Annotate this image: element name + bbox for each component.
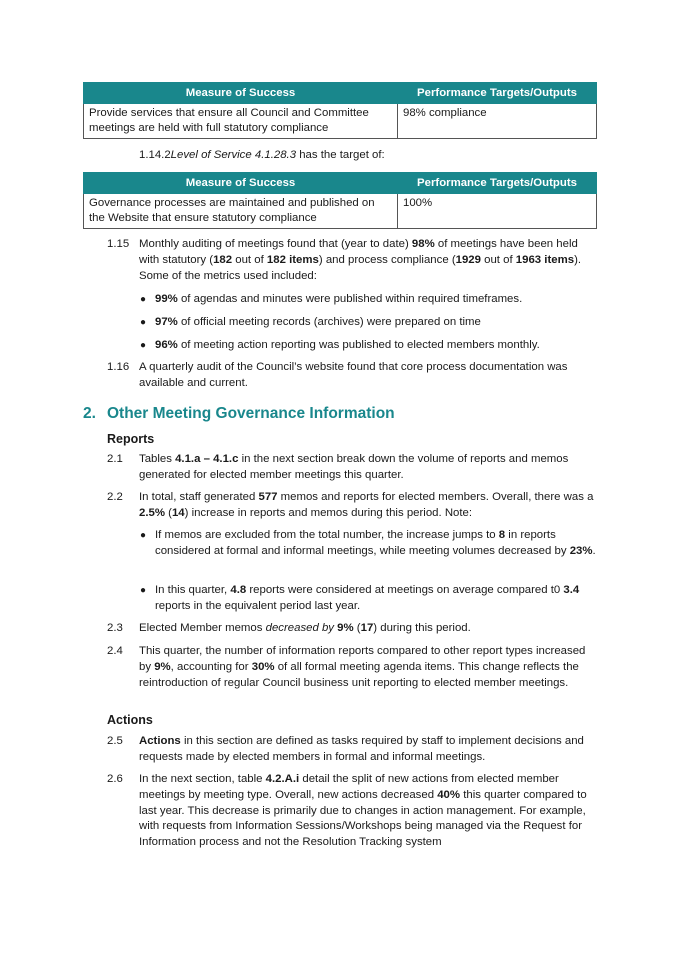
targets-table-1 [0, 82, 597, 139]
paragraph-1-16 [107, 360, 597, 392]
measure-cell: Provide services that ensure all Council and Committee meetings are held with full statutory compliance [84, 104, 398, 139]
list-item: ● 99% of agendas and minutes were published within required timeframes. [140, 292, 596, 308]
sub-italic: Level of Service 4.1.28.3 [170, 149, 297, 161]
target-cell: 98% compliance [398, 104, 597, 139]
targets-header: Performance Targets/Outputs [398, 83, 597, 104]
list-item: ● If memos are excluded from the total number, the increase jumps to 8 in reports considered at formal and informal meetings, while meeting volumes decreased by 23%. [140, 529, 596, 557]
para-text: A quarterly audit of the Council’s website found that core process documentation was available and current. [139, 361, 568, 389]
para-number: 2.2 [107, 491, 123, 503]
list-item: ● 96% of meeting action reporting was published to elected members monthly. [140, 338, 596, 354]
subheading-1-14-2 [139, 149, 385, 161]
paragraph-2-3: 2.3 Elected Member memos decreased by 9% (17) during this period. [107, 621, 597, 637]
paragraph-2-5: 2.5 Actions in this section are defined as tasks required by staff to implement decisions and requests made by elected members in formal and informal meetings. [107, 735, 584, 763]
list-item: ● 97% of official meeting records (archives) were prepared on time [140, 315, 596, 331]
para-number: 2.1 [107, 453, 123, 465]
measure-header: Measure of Success [84, 83, 398, 104]
para-number: 2.3 [107, 622, 123, 634]
measure-cell: Governance processes are maintained and published on the Website that ensure statutory compliance [84, 194, 398, 229]
measure-header: Measure of Success [84, 173, 398, 194]
para-number: 2.4 [107, 645, 123, 657]
bullet-icon: ● [140, 530, 147, 541]
bullet-icon: ● [140, 585, 147, 596]
target-cell: 100% [398, 194, 597, 229]
para-number: 2.6 [107, 773, 123, 785]
sub-rest: has the target of: [296, 149, 385, 161]
bullet-icon: ● [140, 317, 147, 328]
reports-heading: Reports [107, 432, 155, 446]
targets-table-2 [0, 172, 597, 229]
section-heading: 2. Other Meeting Governance Information [83, 405, 395, 422]
sub-number: 1.14.2 [139, 149, 171, 161]
paragraph-1-15: 1.15 Monthly auditing of meetings found that (year to date) 98% of meetings have been held with statutory (182 out of 182 items) and process compliance (1929 out of 1963 items). Some of the metrics used included: [107, 238, 582, 282]
list-item: ● In this quarter, 4.8 reports were considered at meetings on average compared t0 3.4 reports in the equivalent period last year. [140, 584, 580, 612]
paragraph-2-4: 2.4 This quarter, the number of information reports compared to other report types increased by 9%, accounting for 30% of all formal meeting agenda items. This change reflects the reintroduction of regular Council business unit reporting to elected member meetings. [107, 645, 586, 689]
para-number: 1.16 [107, 361, 130, 373]
bullet-icon: ● [140, 340, 147, 351]
actions-heading: Actions [107, 713, 153, 727]
paragraph-2-6: 2.6 In the next section, table 4.2.A.i detail the split of new actions from elected member meetings by meeting type. Overall, new actions decreased 40% this quarter compared to last year. This decrease is primarily due to changes in action management. For example, with requests from Information Sessions/Workshops being managed via the Request for Information process and not the Resolution Tracking system [107, 773, 587, 849]
targets-header: Performance Targets/Outputs [398, 173, 597, 194]
bullet-icon: ● [140, 294, 147, 305]
para-number: 2.5 [107, 735, 123, 747]
paragraph-2-2: 2.2 In total, staff generated 577 memos and reports for elected members. Overall, there was a 2.5% (14) increase in reports and memos during this period. Note: [107, 491, 594, 519]
para-number: 1.15 [107, 238, 130, 250]
paragraph-2-1: 2.1 Tables 4.1.a – 4.1.c in the next section break down the volume of reports and memos generated for elected member meetings this quarter. [107, 453, 569, 481]
